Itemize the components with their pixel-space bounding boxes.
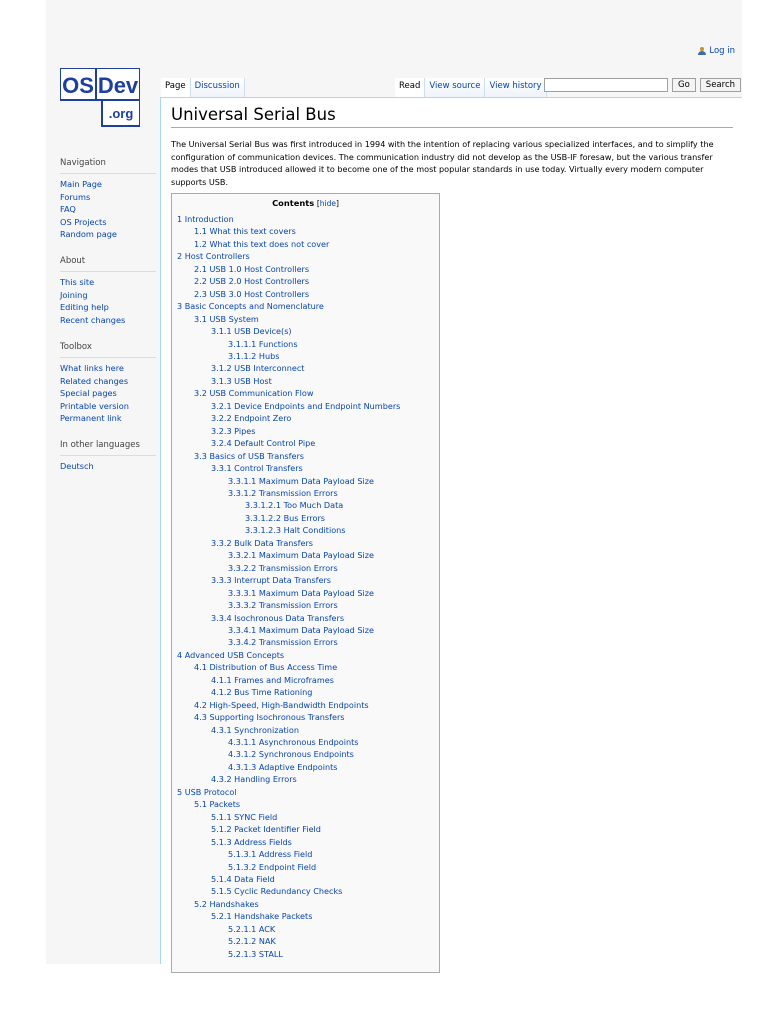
toc-link[interactable]: 4.3 Supporting Isochronous Transfers — [194, 712, 345, 723]
osdev-logo-icon — [60, 68, 140, 128]
toc-link[interactable]: 5.1.3.2 Endpoint Field — [228, 861, 317, 872]
toc-link[interactable]: 3.1 USB System — [194, 313, 259, 324]
tab-page[interactable] — [161, 78, 191, 97]
logo-text-os: OS — [62, 73, 94, 98]
sidebar-navigation — [60, 158, 156, 241]
toc-link[interactable]: 5.1.3 Address Fields — [211, 836, 292, 847]
toc-link[interactable]: 3.3.3.1 Maximum Data Payload Size — [228, 587, 374, 598]
toc-item — [177, 425, 434, 437]
search-input[interactable] — [544, 78, 668, 92]
toc-item — [177, 885, 434, 897]
sidebar-item-special-pages[interactable]: Special pages — [60, 388, 117, 398]
toc-item — [177, 823, 434, 835]
toc-item — [177, 649, 434, 661]
toc-link[interactable]: 3.1.3 USB Host — [211, 375, 272, 386]
intro-paragraph: The Universal Serial Bus was first introduced in 1994 with the intention of replacing various specialized interfaces, and to simplify the configuration of communication devices. The communication industry did not develop as the USB-IF foresaw, but the various transfer modes that USB introduced allowed it to become one of the most popular standards in use today. Virtually every modern computer supports USB. — [171, 139, 714, 187]
toc-item — [177, 499, 434, 511]
toc-item — [177, 325, 434, 337]
toc-link[interactable]: 4.3.1.2 Synchronous Endpoints — [228, 749, 354, 760]
sidebar-item-os-projects[interactable]: OS Projects — [60, 216, 107, 227]
sidebar-item-faq[interactable]: FAQ — [60, 204, 76, 214]
toc-link[interactable]: 3.3.1.1 Maximum Data Payload Size — [228, 475, 374, 486]
tab-page-label: Page — [165, 81, 186, 91]
toc-link[interactable]: 5.1.5 Cyclic Redundancy Checks — [211, 886, 343, 897]
toc-item — [177, 263, 434, 275]
toc-link[interactable]: 3.2.3 Pipes — [211, 425, 256, 436]
user-icon — [698, 47, 706, 55]
toc-link[interactable]: 5.2.1.3 STALL — [228, 948, 283, 959]
toc-link[interactable]: 3.1.1.2 Hubs — [228, 350, 280, 361]
toc-item — [177, 338, 434, 350]
logo-text-dev: Dev — [97, 73, 139, 98]
toc-item — [177, 923, 434, 935]
toc-item — [177, 487, 434, 499]
toc-item — [177, 400, 434, 412]
toc-list — [177, 213, 434, 960]
toc-item — [177, 861, 434, 873]
toc-link[interactable]: 4.1 Distribution of Bus Access Time — [194, 662, 338, 673]
toc-link[interactable]: 1.2 What this text does not cover — [194, 238, 330, 249]
sidebar-item-recent-changes[interactable]: Recent changes — [60, 314, 126, 325]
toc-item — [177, 437, 434, 449]
sidebar-item-joining[interactable]: Joining — [60, 289, 88, 300]
toolbox-heading: Toolbox — [60, 342, 156, 358]
toc-link[interactable]: 3.1.1.1 Functions — [228, 338, 298, 349]
toc-link[interactable]: 3.3.3 Interrupt Data Transfers — [211, 575, 332, 586]
toc-item — [177, 238, 434, 250]
toc-link[interactable]: 4.3.1.3 Adaptive Endpoints — [228, 761, 338, 772]
toc-link[interactable]: 2 Host Controllers — [177, 251, 250, 262]
sidebar-about — [60, 256, 156, 326]
toc-link[interactable]: 3.3.1.2 Transmission Errors — [228, 487, 338, 498]
toc-item — [177, 935, 434, 947]
tab-view-source[interactable] — [425, 78, 485, 97]
toc-link[interactable]: 4.1.2 Bus Time Rationing — [211, 687, 313, 698]
toc-link[interactable]: 2.2 USB 2.0 Host Controllers — [194, 276, 310, 287]
logo-text-org: .org — [108, 106, 134, 121]
toc-item — [177, 724, 434, 736]
toc-item — [177, 524, 434, 536]
sidebar-item-this-site[interactable]: This site — [60, 277, 95, 287]
tab-discussion-label[interactable]: Discussion — [194, 81, 240, 91]
toc-link[interactable]: 1.1 What this text covers — [194, 226, 296, 237]
search-box — [544, 78, 741, 92]
toc-link[interactable]: 5 USB Protocol — [177, 786, 237, 797]
toc-item — [177, 587, 434, 599]
toc-item — [177, 412, 434, 424]
toc-item — [177, 475, 434, 487]
toc-link[interactable]: 3.3.4 Isochronous Data Transfers — [211, 612, 345, 623]
toc-item — [177, 612, 434, 624]
toc-link[interactable]: 5.1 Packets — [194, 799, 241, 810]
toc-hide-toggle — [317, 199, 339, 208]
go-button[interactable]: Go — [672, 78, 696, 92]
sidebar-languages — [60, 440, 156, 473]
toc-link[interactable]: 5.2.1.1 ACK — [228, 923, 276, 934]
toc-link[interactable]: 3.3.1.2.2 Bus Errors — [245, 512, 326, 523]
toc-item — [177, 898, 434, 910]
toc-item — [177, 562, 434, 574]
navigation-heading: Navigation — [60, 158, 156, 174]
toc-link[interactable]: 3.1.1 USB Device(s) — [211, 326, 292, 337]
toc-link[interactable]: 4.1.1 Frames and Microframes — [211, 674, 334, 685]
toc-link[interactable]: 5.1.4 Data Field — [211, 874, 275, 885]
toc-item — [177, 250, 434, 262]
toc-item — [177, 462, 434, 474]
toc-link[interactable]: 3.3.1.2.1 Too Much Data — [245, 500, 344, 511]
toc-link[interactable]: 4.3.2 Handling Errors — [211, 774, 297, 785]
toc-item — [177, 450, 434, 462]
toc-item — [177, 736, 434, 748]
toc-item — [177, 811, 434, 823]
languages-heading: In other languages — [60, 440, 156, 456]
toc-item — [177, 313, 434, 325]
toc-item — [177, 362, 434, 374]
toc-item — [177, 375, 434, 387]
sidebar-item-editing-help[interactable]: Editing help — [60, 302, 109, 312]
sidebar-item-main-page[interactable]: Main Page — [60, 179, 102, 189]
tab-view-history-label[interactable]: View history — [489, 81, 542, 91]
toc-item — [177, 686, 434, 698]
toc-item — [177, 225, 434, 237]
toc-item — [177, 599, 434, 611]
toc-link[interactable]: 3.3.4.2 Transmission Errors — [228, 637, 338, 648]
toc-link[interactable]: 3.3.2.2 Transmission Errors — [228, 562, 338, 573]
toc-link[interactable]: 2.3 USB 3.0 Host Controllers — [194, 288, 310, 299]
tab-view-source-label[interactable]: View source — [429, 81, 481, 91]
sidebar-item-forums[interactable]: Forums — [60, 191, 91, 202]
toc-item — [177, 873, 434, 885]
page-title: Universal Serial Bus — [171, 105, 733, 128]
toc-item — [177, 213, 434, 225]
toc-item — [177, 836, 434, 848]
toc-item — [177, 948, 434, 960]
toc-link[interactable]: 3 Basic Concepts and Nomenclature — [177, 301, 324, 312]
toc-item — [177, 798, 434, 810]
toc-item — [177, 748, 434, 760]
toc-item — [177, 761, 434, 773]
toc-item — [177, 387, 434, 399]
toc-item — [177, 549, 434, 561]
toc-item — [177, 288, 434, 300]
toc-item — [177, 910, 434, 922]
toc-link[interactable]: 3.2.2 Endpoint Zero — [211, 413, 292, 424]
toc-link[interactable]: 3.3.4.1 Maximum Data Payload Size — [228, 624, 374, 635]
toc-item — [177, 661, 434, 673]
toc-header — [177, 198, 434, 208]
personal-tools — [698, 46, 735, 56]
toc-link[interactable]: 4.3.1.1 Asynchronous Endpoints — [228, 737, 359, 748]
about-heading: About — [60, 256, 156, 272]
toc-link[interactable]: 1 Introduction — [177, 214, 234, 224]
toc-link[interactable]: 5.2.1 Handshake Packets — [211, 911, 313, 922]
toc-link[interactable]: 3.2.1 Device Endpoints and Endpoint Numbers — [211, 400, 401, 411]
toc-item — [177, 848, 434, 860]
toc-item — [177, 275, 434, 287]
sidebar-item-printable-version[interactable]: Printable version — [60, 400, 129, 411]
toc-link[interactable]: 3.1.2 USB Interconnect — [211, 363, 305, 374]
toc-link[interactable]: 5.2.1.2 NAK — [228, 936, 276, 947]
toc-item — [177, 636, 434, 648]
toc-link[interactable]: 4 Advanced USB Concepts — [177, 649, 285, 660]
toc-item — [177, 699, 434, 711]
toc-title: Contents — [272, 198, 315, 208]
toc-link[interactable]: 2.1 USB 1.0 Host Controllers — [194, 263, 310, 274]
toc-link[interactable]: 3.2.4 Default Control Pipe — [211, 438, 316, 449]
site-logo[interactable] — [60, 68, 140, 128]
toc-item — [177, 711, 434, 723]
table-of-contents — [171, 193, 440, 973]
toc-item — [177, 574, 434, 586]
toc-link[interactable]: 3.3.1.2.3 Halt Conditions — [245, 525, 346, 536]
toc-hide-bracket-open: [ — [316, 199, 320, 208]
toc-hide-bracket-close: ] — [335, 199, 339, 208]
toc-item — [177, 674, 434, 686]
sidebar-item-related-changes[interactable]: Related changes — [60, 375, 129, 386]
tab-view-history[interactable] — [485, 78, 546, 97]
toc-link[interactable]: 5.1.3.1 Address Field — [228, 849, 313, 860]
toc-link[interactable]: 5.1.2 Packet Identifier Field — [211, 824, 321, 835]
toc-link[interactable]: 3.3.1 Control Transfers — [211, 463, 303, 474]
sidebar-item-deutsch[interactable]: Deutsch — [60, 461, 94, 471]
tab-read-label: Read — [399, 81, 421, 91]
sidebar-item-permanent-link[interactable]: Permanent link — [60, 413, 122, 423]
toc-link[interactable]: 4.2 High-Speed, High-Bandwidth Endpoints — [194, 699, 369, 710]
toc-link[interactable]: 3.3.2.1 Maximum Data Payload Size — [228, 550, 374, 561]
tab-read[interactable] — [395, 78, 425, 97]
search-button[interactable]: Search — [700, 78, 741, 92]
sidebar-item-random-page[interactable]: Random page — [60, 229, 117, 239]
toc-item — [177, 537, 434, 549]
toc-hide-link[interactable]: hide — [319, 199, 336, 208]
toc-item — [177, 624, 434, 636]
sidebar-item-what-links-here[interactable]: What links here — [60, 363, 124, 373]
namespace-tabs — [161, 78, 245, 97]
tab-discussion[interactable] — [191, 78, 245, 97]
toc-link[interactable]: 5.1.1 SYNC Field — [211, 811, 278, 822]
sidebar-toolbox — [60, 342, 156, 425]
toc-item — [177, 350, 434, 362]
toc-link[interactable]: 5.2 Handshakes — [194, 898, 259, 909]
toc-link[interactable]: 4.3.1 Synchronization — [211, 724, 299, 735]
toc-item — [177, 512, 434, 524]
toc-link[interactable]: 3.3 Basics of USB Transfers — [194, 450, 304, 461]
login-link[interactable]: Log in — [709, 46, 735, 56]
toc-link[interactable]: 3.3.3.2 Transmission Errors — [228, 600, 338, 611]
toc-item — [177, 300, 434, 312]
toc-link[interactable]: 3.3.2 Bulk Data Transfers — [211, 537, 314, 548]
toc-item — [177, 773, 434, 785]
toc-item — [177, 786, 434, 798]
toc-link[interactable]: 3.2 USB Communication Flow — [194, 388, 314, 399]
view-tabs — [395, 78, 547, 97]
